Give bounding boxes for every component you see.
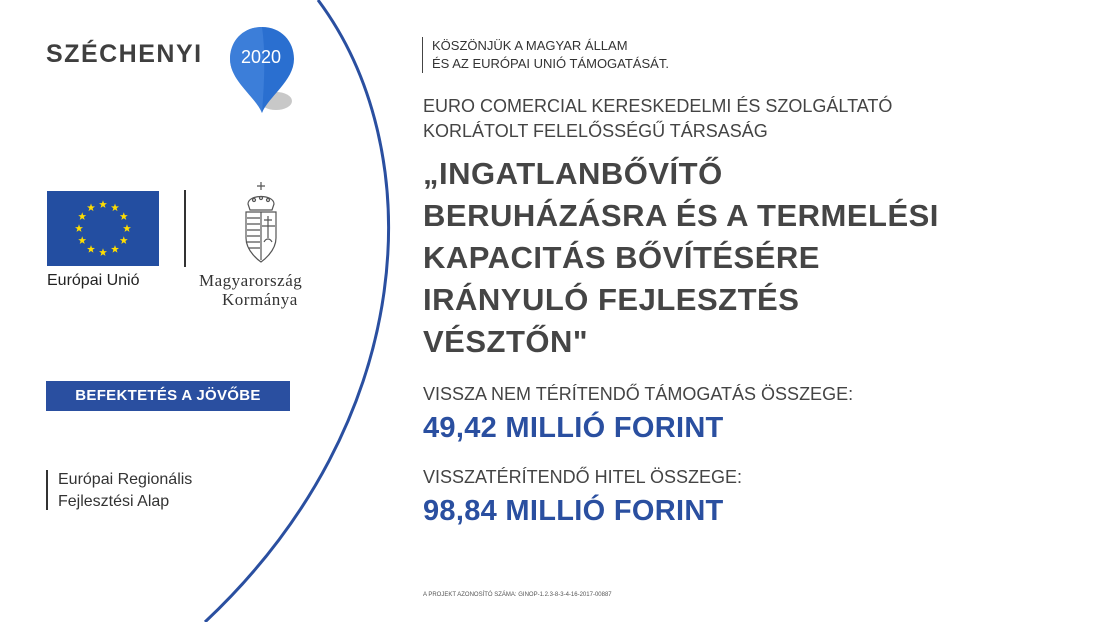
eu-label: Európai Unió [47, 272, 140, 289]
fund-name-line1: Európai Regionális [58, 471, 193, 488]
logo-divider [184, 190, 186, 267]
company-name-line1: EURO COMERCIAL KERESKEDELMI ÉS SZOLGÁLTATÓ [423, 96, 893, 116]
thanks-line2: ÉS AZ EURÓPAI UNIÓ TÁMOGATÁSÁT. [432, 56, 669, 71]
hungarian-coat-of-arms-icon [238, 180, 284, 266]
eu-flag-icon [47, 191, 159, 266]
project-id: A PROJEKT AZONOSÍTÓ SZÁMA: GINOP-1.2.3-8-3-4-16-2017-00887 [423, 592, 612, 598]
fund-divider [46, 470, 48, 510]
pin-year-text: 2020 [240, 47, 282, 67]
government-label-line1: Magyarország [199, 271, 303, 290]
invest-in-future-badge: BEFEKTETÉS A JÖVŐBE [46, 381, 290, 411]
project-title-line: KAPACITÁS BŐVÍTÉSÉRE [423, 240, 820, 275]
project-title-line: VÉSZTŐN" [423, 324, 589, 359]
fund-name-line2: Fejlesztési Alap [58, 493, 170, 510]
company-name-line2: KORLÁTOLT FELELŐSSÉGŰ TÁRSASÁG [423, 121, 768, 141]
szechenyi-logo-text: SZÉCHENYI [46, 40, 203, 68]
grant-amount-value: 49,42 MILLIÓ FORINT [423, 412, 724, 444]
government-label-line2: Kormánya [222, 290, 298, 309]
loan-amount-label: VISSZATÉRÍTENDŐ HITEL ÖSSZEGE: [423, 467, 743, 487]
location-pin-icon [226, 25, 298, 117]
thanks-divider [422, 37, 423, 73]
grant-amount-label: VISSZA NEM TÉRÍTENDŐ TÁMOGATÁS ÖSSZEGE: [423, 384, 854, 404]
project-title-line: BERUHÁZÁSRA ÉS A TERMELÉSI [423, 198, 939, 233]
project-title-line: IRÁNYULÓ FEJLESZTÉS [423, 282, 800, 317]
thanks-line1: KÖSZÖNJÜK A MAGYAR ÁLLAM [432, 38, 628, 53]
loan-amount-value: 98,84 MILLIÓ FORINT [423, 495, 724, 527]
project-title-line: „INGATLANBŐVÍTŐ [423, 156, 723, 191]
